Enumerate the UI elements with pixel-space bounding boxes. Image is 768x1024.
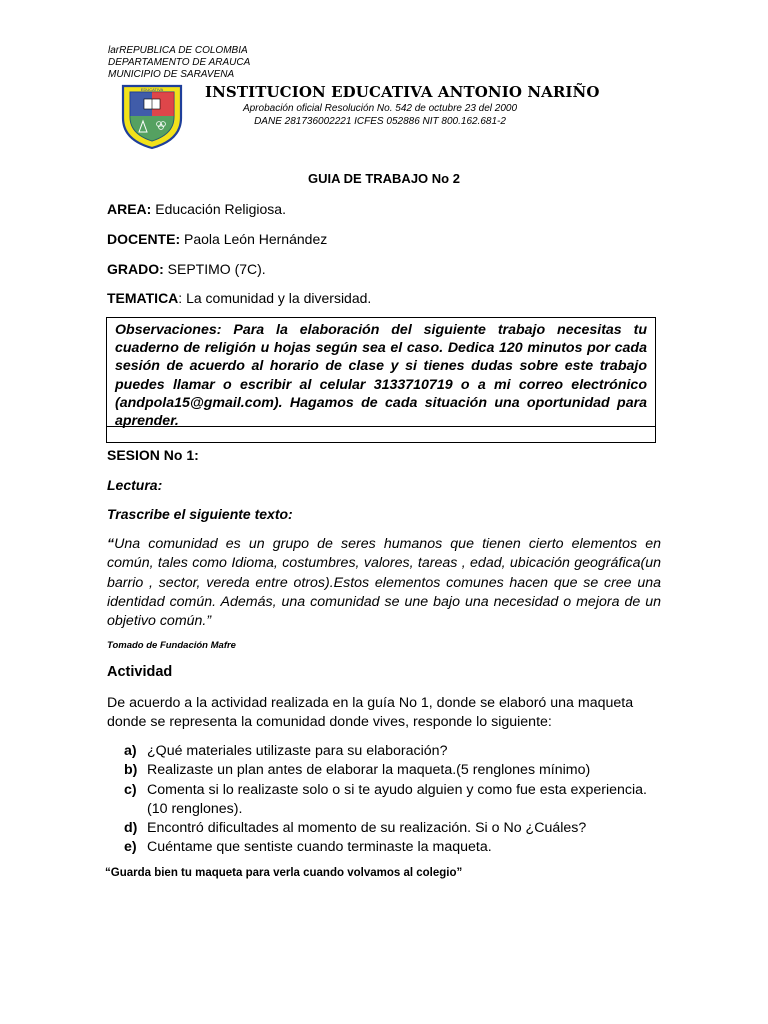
list-item: [107, 838, 667, 857]
transcribe-label: Trascribe el siguiente texto:: [107, 506, 293, 522]
docente-label: DOCENTE:: [107, 231, 181, 247]
grado-value: SEPTIMO (7C).: [163, 261, 266, 277]
session-title: SESION No 1:: [107, 447, 199, 463]
tematica-field: [107, 290, 371, 306]
question-letter: d): [124, 820, 138, 837]
institution-name: INSTITUCION EDUCATIVA ANTONIO NARIÑO: [205, 83, 600, 101]
question-text: ¿Qué materiales utilizaste para su elaboración?: [147, 743, 448, 759]
reading-label: Lectura:: [107, 477, 163, 493]
quote-text: Una comunidad es un grupo de seres humanos que tienen cierto elementos en común, tales como Idioma, costumbres, valores, tareas , edad, ubicación geográfica(un barrio , sector, vereda entre otros).Estos elementos comunes hacen que se cree una identidad común. Además, una comunidad se une bajo una necesidad o mejora de un objetivo común.: [107, 536, 661, 630]
observations-box: [106, 317, 656, 443]
list-item: [107, 742, 667, 761]
institution-details: [210, 102, 550, 128]
quote-open-mark: “: [107, 536, 115, 552]
question-text: Encontró dificultades al momento de su realización. Si o No ¿Cuáles?: [147, 820, 587, 837]
question-text: Comenta si lo realizaste solo o si te ayudo alguien y como fue esta experiencia. (10 renglones).: [147, 781, 647, 817]
observations-divider: [107, 426, 655, 427]
area-field: [107, 201, 286, 217]
area-label: AREA:: [107, 201, 152, 217]
docente-field: [107, 231, 327, 247]
question-letter: b): [124, 762, 138, 779]
question-letter: e): [124, 839, 137, 856]
header-lines: [108, 45, 250, 81]
docente-value: Paola León Hernández: [180, 231, 328, 247]
approval-resolution: Aprobación oficial Resolución No. 542 de octubre 23 del 2000: [242, 103, 518, 114]
guide-title: GUIA DE TRABAJO No 2: [308, 171, 460, 186]
tematica-label: TEMATICA: [107, 290, 179, 306]
question-list: [107, 742, 667, 858]
header-department: DEPARTAMENTO DE ARAUCA: [108, 57, 251, 68]
quote-close-mark: ”: [206, 613, 212, 630]
grado-field: [107, 261, 266, 277]
closing-note: “Guarda bien tu maqueta para verla cuando volvamos al colegio”: [105, 867, 463, 879]
tematica-value: : La comunidad y la diversidad.: [178, 290, 372, 306]
header-municipality: MUNICIPIO DE SARAVENA: [108, 69, 235, 80]
list-item: [107, 781, 667, 820]
logo-text: EDUCATIVA: [140, 87, 164, 92]
area-value: Educación Religiosa.: [151, 201, 286, 217]
list-item: [107, 761, 667, 780]
school-crest-logo: [121, 84, 183, 150]
reading-quote: [107, 535, 661, 631]
question-text: Cuéntame que sentiste cuando terminaste la maqueta.: [147, 839, 492, 856]
grado-label: GRADO:: [107, 261, 164, 277]
activity-intro: De acuerdo a la actividad realizada en la guía No 1, donde se elaboró una maqueta donde se representa la comunidad donde vives, responde lo siguiente:: [107, 695, 634, 730]
observations-text: Observaciones: Para la elaboración del siguiente trabajo necesitas tu cuaderno de religión u hojas según sea el caso. Dedica 120 minutos por cada sesión de acuerdo al horario de clase y si tienes dudas sobre este trabajo puedes llamar o escribir al celular 3133710719 o a mi correo electrónico (andpola15@gmail.com). Hagamos de cada situación una oportunidad para aprender.: [115, 322, 647, 430]
institution-codes: DANE 281736002221 ICFES 052886 NIT 800.162.681-2: [254, 116, 506, 127]
header-country: larREPUBLICA DE COLOMBIA: [108, 45, 248, 56]
question-text: Realizaste un plan antes de elaborar la maqueta.(5 renglones mínimo): [147, 762, 591, 779]
list-item: [107, 819, 667, 838]
quote-source: Tomado de Fundación Mafre: [107, 640, 236, 651]
question-letter: a): [124, 743, 137, 759]
question-letter: c): [124, 781, 137, 798]
activity-title: Actividad: [107, 664, 173, 680]
